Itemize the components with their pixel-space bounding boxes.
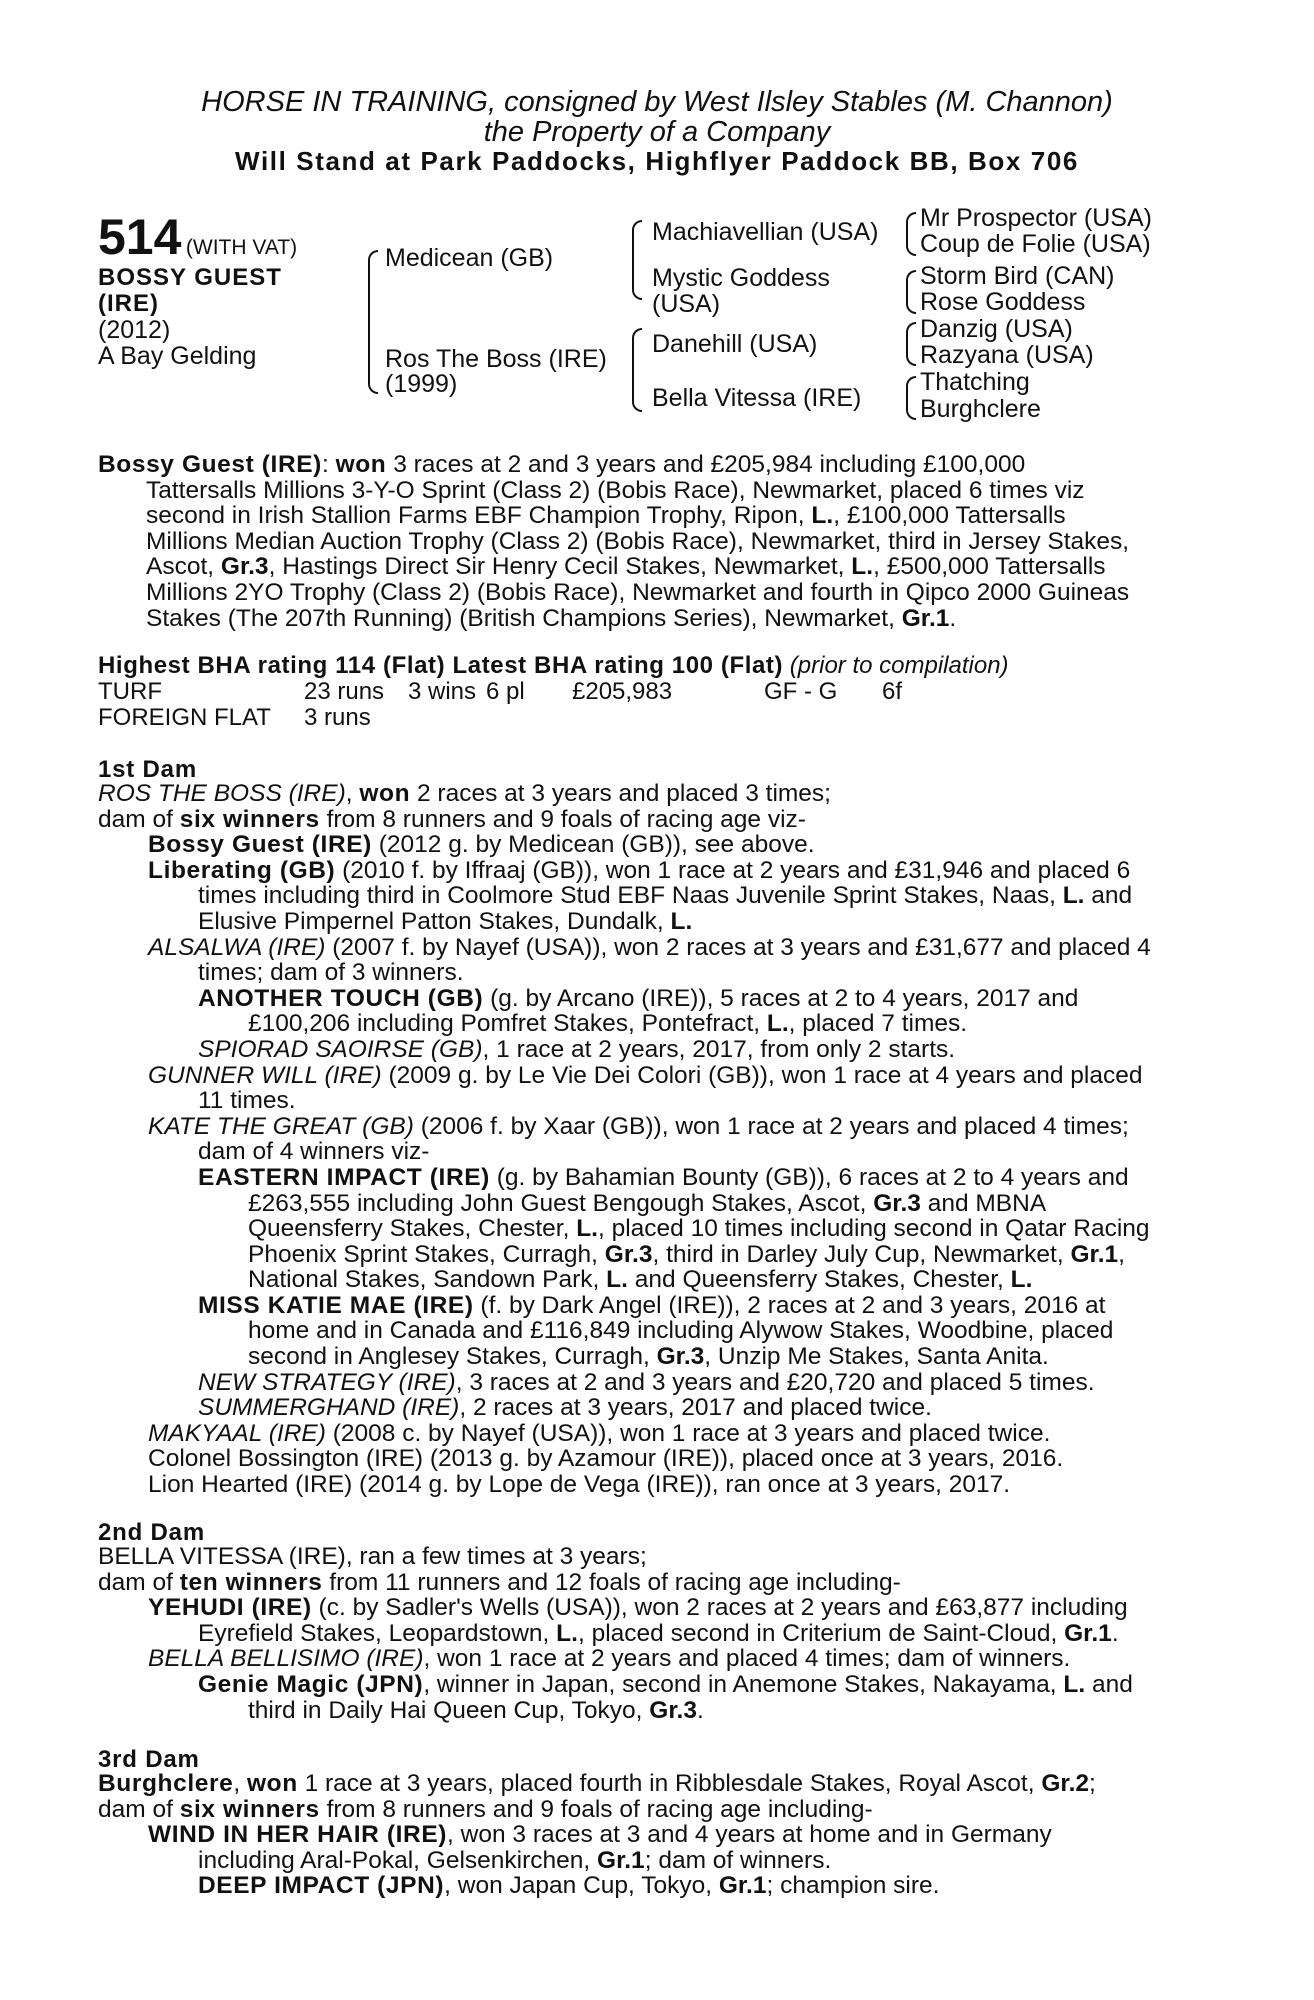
summary-line: Ascot, Gr.3, Hastings Direct Sir Henry Cecil Stakes, Newmarket, L., £500,000 Tattersalls: [146, 553, 1106, 581]
summary-line: Millions 2YO Trophy (Class 2) (Bobis Race), Newmarket and fourth in Qipco 2000 Guineas: [146, 578, 1130, 606]
dam-line: ROS THE BOSS (IRE), won 2 races at 3 years and placed 3 times;: [98, 780, 831, 807]
progeny-line: Elusive Pimpernel Patton Stakes, Dundalk, L.: [198, 907, 693, 935]
pedigree-brace-main: [368, 250, 378, 394]
pedigree-sire-sire: Machiavellian (USA): [652, 218, 879, 246]
progeny-line: National Stakes, Sandown Park, L. and Queensferry Stakes, Chester, L.: [248, 1266, 1033, 1294]
pedigree-dam-dam: Bella Vitessa (IRE): [652, 384, 862, 412]
dam-line: Burghclere, won 1 race at 3 years, placed fourth in Ribblesdale Stakes, Royal Ascot, Gr.2;: [98, 1770, 1096, 1797]
pedigree-brace-sire: [632, 220, 642, 300]
progeny-line: Queensferry Stakes, Chester, L., placed 10 times including second in Qatar Racing: [248, 1215, 1150, 1243]
progeny-line: Liberating (GB) (2010 f. by Iffraaj (GB)), won 1 race at 2 years and £31,946 and placed 6: [148, 856, 1131, 884]
rating-table: [98, 679, 902, 731]
progeny-line: Lion Hearted (IRE) (2014 g. by Lope de Vega (IRE)), ran once at 3 years, 2017.: [148, 1471, 1011, 1499]
lot-number-block: [98, 209, 298, 265]
third-dam-heading: 3rd Dam: [98, 1746, 200, 1773]
pedigree-brace-g78: [906, 376, 916, 420]
table-cell: GF - G: [764, 678, 838, 705]
first-dam-heading: 1st Dam: [98, 756, 197, 783]
horse-name: BOSSY GUEST: [98, 264, 282, 291]
pedigree-brace-g12: [906, 212, 916, 256]
progeny-line: DEEP IMPACT (JPN), won Japan Cup, Tokyo, Gr.1; champion sire.: [198, 1872, 940, 1900]
progeny-line: 11 times.: [198, 1087, 296, 1115]
progeny-line: times; dam of 3 winners.: [198, 959, 464, 987]
progeny-line: Colonel Bossington (IRE) (2013 g. by Azamour (IRE)), placed once at 3 years, 2016.: [148, 1445, 1064, 1473]
property-line: the Property of a Company: [483, 116, 831, 148]
third-dam-section: [98, 1771, 1194, 1899]
table-cell: 3 wins: [408, 678, 477, 705]
progeny-line: SUMMERGHAND (IRE), 2 races at 3 years, 2017 and placed twice.: [198, 1394, 932, 1422]
rating-note: (prior to compilation): [789, 652, 1009, 679]
vat-label: (WITH VAT): [185, 236, 298, 259]
summary-line: Stakes (The 207th Running) (British Champions Series), Newmarket, Gr.1.: [146, 604, 957, 632]
progeny-line: MAKYAAL (IRE) (2008 c. by Nayef (USA)), won 1 race at 3 years and placed twice.: [148, 1419, 1051, 1447]
table-cell: 3 runs: [304, 704, 371, 731]
progeny-line: NEW STRATEGY (IRE), 3 races at 2 and 3 years and £20,720 and placed 5 times.: [198, 1368, 1095, 1396]
progeny-line: EASTERN IMPACT (IRE) (g. by Bahamian Bounty (GB)), 6 races at 2 to 4 years and: [198, 1163, 1129, 1191]
pedigree-dam-sire: Danehill (USA): [652, 330, 818, 358]
second-dam-section: [98, 1544, 1194, 1723]
lot-number: 514: [98, 209, 182, 265]
pedigree-g8: Burghclere: [920, 395, 1041, 423]
summary-line: Bossy Guest (IRE): won 3 races at 2 and 3 years and £205,984 including £100,000: [98, 451, 1026, 478]
horse-description: A Bay Gelding: [98, 342, 257, 370]
progeny-line: WIND IN HER HAIR (IRE), won 3 races at 3 and 4 years at home and in Germany: [148, 1821, 1052, 1849]
pedigree-brace-g34: [906, 270, 916, 314]
progeny-line: MISS KATIE MAE (IRE) (f. by Dark Angel (IRE)), 2 races at 2 and 3 years, 2016 at: [198, 1291, 1106, 1319]
table-row: [98, 679, 902, 705]
pedigree-g3: Storm Bird (CAN): [920, 262, 1115, 290]
table-cell: £205,983: [572, 678, 673, 705]
pedigree-sire-dam-country: (USA): [652, 290, 721, 318]
progeny-line: home and in Canada and £116,849 including Alywow Stakes, Woodbine, placed: [248, 1317, 1114, 1345]
stable-location-line: Will Stand at Park Paddocks, Highflyer Paddock BB, Box 706: [235, 146, 1079, 176]
progeny-line: Phoenix Sprint Stakes, Curragh, Gr.3, third in Darley July Cup, Newmarket, Gr.1,: [248, 1240, 1125, 1268]
pedigree-sire: Medicean (GB): [385, 244, 554, 272]
progeny-line: times including third in Coolmore Stud EBF Naas Juvenile Sprint Stakes, Naas, L. and: [198, 882, 1133, 910]
dam-line: dam of ten winners from 11 runners and 12 foals of racing age including-: [98, 1568, 901, 1596]
progeny-line: GUNNER WILL (IRE) (2009 g. by Le Vie Dei Colori (GB)), won 1 race at 4 years and placed: [148, 1061, 1143, 1089]
dam-line: dam of six winners from 8 runners and 9 foals of racing age including-: [98, 1795, 873, 1823]
dam-line: dam of six winners from 8 runners and 9 foals of racing age viz-: [98, 805, 806, 833]
progeny-line: £263,555 including John Guest Bengough Stakes, Ascot, Gr.3 and MBNA: [248, 1189, 1047, 1217]
pedigree-brace-g56: [906, 322, 916, 366]
pedigree-g4: Rose Goddess: [920, 288, 1086, 316]
pedigree-sire-dam: Mystic Goddess: [652, 264, 830, 292]
summary-line: Millions Median Auction Trophy (Class 2) (Bobis Race), Newmarket, third in Jersey Stakes,: [146, 527, 1130, 555]
consignor-line: HORSE IN TRAINING, consigned by West Ilsley Stables (M. Channon): [201, 86, 1113, 118]
progeny-line: ALSALWA (IRE) (2007 f. by Nayef (USA)), won 2 races at 3 years and £31,677 and placed 4: [148, 933, 1151, 961]
pedigree-dam: Ros The Boss (IRE): [385, 345, 607, 373]
progeny-line: YEHUDI (IRE) (c. by Sadler's Wells (USA)), won 2 races at 2 years and £63,877 including: [148, 1594, 1128, 1622]
pedigree-g5: Danzig (USA): [920, 315, 1073, 343]
pedigree-g6: Razyana (USA): [920, 341, 1094, 369]
second-dam-heading: 2nd Dam: [98, 1519, 205, 1546]
pedigree-brace-dam: [632, 328, 642, 412]
progeny-line: SPIORAD SAOIRSE (GB), 1 race at 2 years, 2017, from only 2 starts.: [198, 1035, 956, 1063]
table-cell: 23 runs: [304, 678, 385, 705]
progeny-line: Eyrefield Stakes, Leopardstown, L., placed second in Criterium de Saint-Cloud, Gr.1.: [198, 1619, 1119, 1647]
progeny-line: second in Anglesey Stakes, Curragh, Gr.3, Unzip Me Stakes, Santa Anita.: [248, 1343, 1049, 1371]
race-summary: [98, 452, 1194, 631]
table-cell: FOREIGN FLAT: [98, 704, 271, 731]
pedigree-g1: Mr Prospector (USA): [920, 204, 1152, 232]
table-row: [98, 705, 902, 731]
first-dam-section: [98, 781, 1194, 1498]
pedigree-dam-year: (1999): [385, 370, 458, 398]
progeny-line: Bossy Guest (IRE) (2012 g. by Medicean (GB)), see above.: [148, 831, 815, 859]
rating-title-line: [98, 654, 1009, 678]
progeny-line: ANOTHER TOUCH (GB) (g. by Arcano (IRE)), 5 races at 2 to 4 years, 2017 and: [198, 984, 1079, 1012]
foaling-year: (2012): [98, 316, 171, 344]
pedigree-g7: Thatching: [920, 368, 1030, 396]
dam-line: BELLA VITESSA (IRE), ran a few times at 3 years;: [98, 1543, 647, 1570]
table-cell: 6 pl: [486, 678, 525, 705]
table-cell: TURF: [98, 678, 162, 705]
progeny-line: dam of 4 winners viz-: [198, 1138, 430, 1166]
summary-line: Tattersalls Millions 3-Y-O Sprint (Class 2) (Bobis Race), Newmarket, placed 6 times viz: [146, 476, 1085, 504]
progeny-line: Genie Magic (JPN), winner in Japan, second in Anemone Stakes, Nakayama, L. and: [198, 1670, 1133, 1698]
progeny-line: including Aral-Pokal, Gelsenkirchen, Gr.1; dam of winners.: [198, 1846, 832, 1874]
summary-line: second in Irish Stallion Farms EBF Champion Trophy, Ripon, L., £100,000 Tattersalls: [146, 502, 1066, 530]
rating-title: Highest BHA rating 114 (Flat) Latest BHA rating 100 (Flat): [98, 652, 784, 679]
progeny-line: third in Daily Hai Queen Cup, Tokyo, Gr.3.: [248, 1696, 704, 1724]
progeny-line: BELLA BELLISIMO (IRE), won 1 race at 2 years and placed 4 times; dam of winners.: [148, 1645, 1071, 1673]
table-cell: 6f: [882, 678, 903, 705]
pedigree-g2: Coup de Folie (USA): [920, 230, 1151, 258]
progeny-line: £100,206 including Pomfret Stakes, Pontefract, L., placed 7 times.: [248, 1010, 968, 1038]
horse-country: (IRE): [98, 290, 159, 317]
progeny-line: KATE THE GREAT (GB) (2006 f. by Xaar (GB)), won 1 race at 2 years and placed 4 times;: [148, 1112, 1129, 1140]
